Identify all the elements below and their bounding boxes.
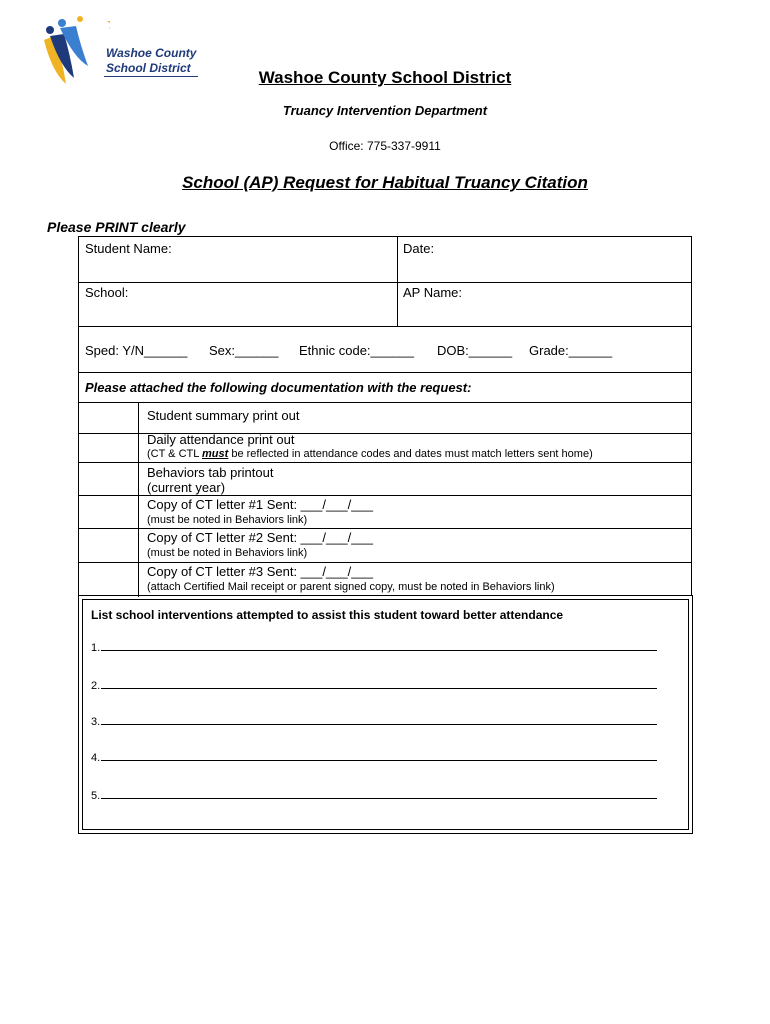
- note-prefix: (CT & CTL: [147, 448, 203, 460]
- row-divider: [79, 282, 691, 283]
- school-field[interactable]: School:: [85, 285, 129, 300]
- doc-item-attendance-note: [147, 448, 593, 460]
- checkbox-attendance[interactable]: [79, 434, 138, 462]
- intervention-number: 2.: [91, 680, 101, 692]
- logo-text-line2: School District: [106, 61, 191, 75]
- doc-item-attendance: Daily attendance print out: [147, 432, 295, 447]
- fill-line: [101, 752, 657, 761]
- row-divider: [79, 372, 691, 373]
- checkbox-column-divider: [138, 402, 139, 597]
- ethnic-code-field[interactable]: Ethnic code:______: [299, 343, 414, 358]
- row-divider: [79, 562, 691, 563]
- note-emphasis: must: [202, 448, 229, 460]
- page-title: Washoe County School District: [258, 68, 512, 87]
- form-title: School (AP) Request for Habitual Truancy Citation: [182, 173, 588, 192]
- checkbox-ct-letter-1[interactable]: [79, 496, 138, 528]
- doc-item-ct-letter-1: Copy of CT letter #1 Sent: ___/___/___: [147, 497, 373, 512]
- interventions-title: List school interventions attempted to assist this student toward better attendance: [91, 608, 564, 622]
- checkbox-ct-letter-3[interactable]: [79, 563, 138, 596]
- intervention-line-2[interactable]: [91, 680, 657, 692]
- fill-line: [101, 680, 657, 689]
- intervention-line-4[interactable]: [91, 752, 657, 764]
- doc-item-summary: Student summary print out: [147, 408, 300, 423]
- doc-item-ct-letter-3: Copy of CT letter #3 Sent: ___/___/___: [147, 564, 373, 579]
- row-divider: [79, 495, 691, 496]
- fill-line: [101, 642, 657, 651]
- grade-field[interactable]: Grade:______: [529, 343, 613, 358]
- doc-item-behaviors: Behaviors tab printout: [147, 465, 274, 480]
- intervention-number: 5.: [91, 790, 101, 802]
- sped-field[interactable]: Sped: Y/N______: [85, 343, 188, 358]
- row-divider: [79, 462, 691, 463]
- ap-name-field[interactable]: AP Name:: [403, 285, 463, 300]
- checkbox-summary[interactable]: [79, 403, 138, 433]
- note-suffix: be reflected in attendance codes and dates must match letters sent home): [228, 448, 593, 460]
- doc-item-ct-letter-2-note: (must be noted in Behaviors link): [147, 547, 308, 559]
- column-divider: [397, 237, 398, 326]
- intervention-line-5[interactable]: [91, 790, 657, 802]
- fill-line: [101, 790, 657, 799]
- intervention-line-3[interactable]: [91, 716, 657, 728]
- fill-line: [101, 716, 657, 725]
- intervention-number: 3.: [91, 716, 101, 728]
- student-name-field[interactable]: Student Name:: [85, 241, 172, 256]
- checkbox-behaviors[interactable]: [79, 463, 138, 495]
- request-form-table: [78, 236, 692, 596]
- row-divider: [79, 402, 691, 403]
- doc-item-ct-letter-2: Copy of CT letter #2 Sent: ___/___/___: [147, 530, 373, 545]
- intervention-line-1[interactable]: [91, 642, 657, 654]
- department-name: Truancy Intervention Department: [282, 103, 488, 118]
- doc-item-ct-letter-1-note: (must be noted in Behaviors link): [147, 514, 308, 526]
- doc-item-behaviors-year: (current year): [147, 480, 226, 495]
- dob-field[interactable]: DOB:______: [437, 343, 513, 358]
- interventions-box: [78, 595, 693, 834]
- documentation-heading: Please attached the following documentation with the request:: [85, 380, 472, 395]
- row-divider: [79, 528, 691, 529]
- doc-item-ct-letter-3-note: (attach Certified Mail receipt or parent signed copy, must be noted in Behaviors link): [147, 581, 555, 593]
- print-instruction: Please PRINT clearly: [47, 219, 186, 235]
- intervention-number: 1.: [91, 642, 101, 654]
- sex-field[interactable]: Sex:______: [209, 343, 279, 358]
- office-phone: Office: 775-337-9911: [329, 139, 441, 153]
- date-field[interactable]: Date:: [403, 241, 435, 256]
- checkbox-ct-letter-2[interactable]: [79, 529, 138, 562]
- interventions-inner-frame: [82, 599, 689, 830]
- logo-text-line1: Washoe County: [106, 46, 197, 60]
- intervention-number: 4.: [91, 752, 101, 764]
- row-divider: [79, 326, 691, 327]
